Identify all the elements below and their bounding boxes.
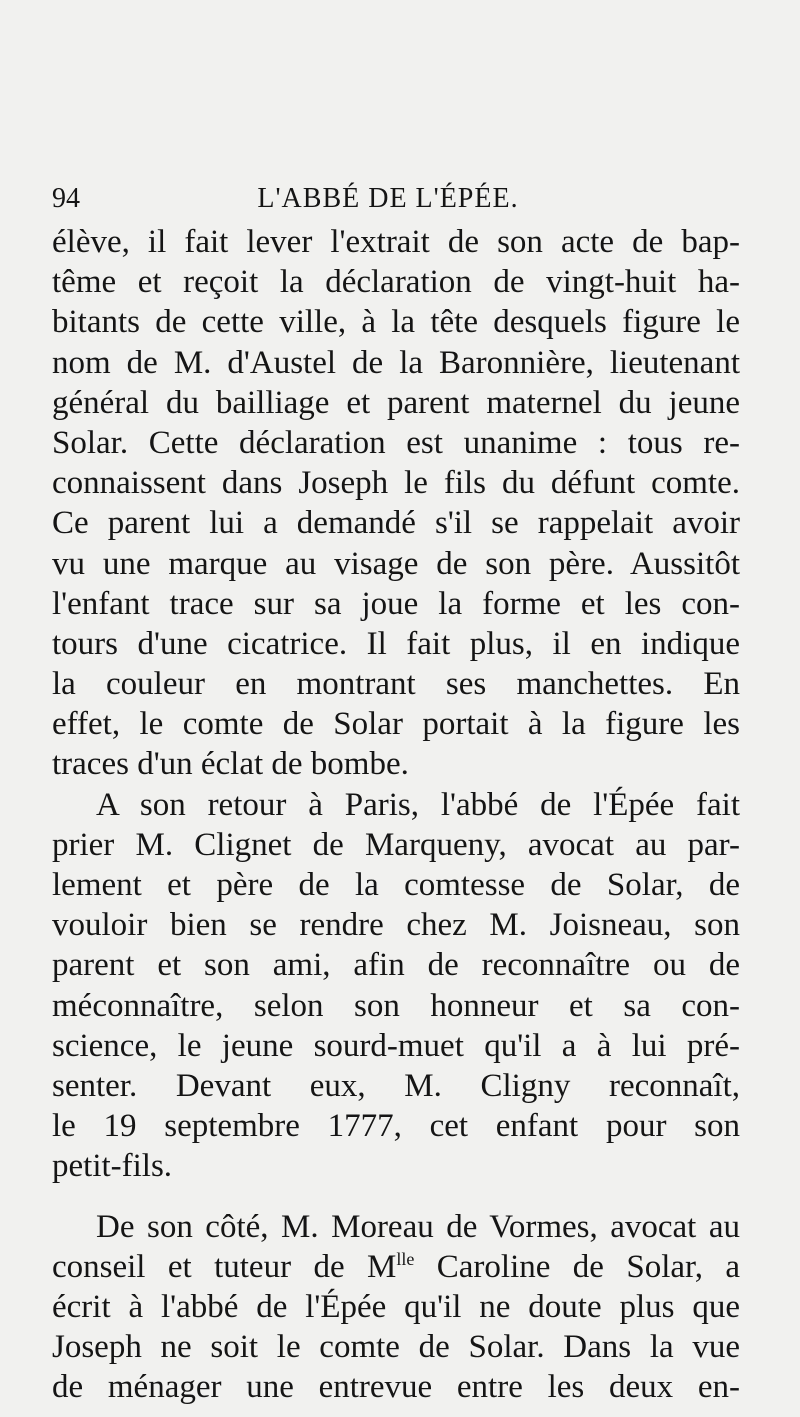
text-line: élève, il fait lever l'extrait de son acte de bap- — [52, 224, 740, 260]
text-line: vouloir bien se rendre chez M. Joisneau, son — [52, 907, 740, 944]
text-line: tours d'une cicatrice. Il fait plus, il en indique — [52, 625, 740, 662]
text-line: Solar. Cette déclaration est unanime : tous re- — [52, 424, 740, 461]
text-line: parent et son ami, afin de reconnaître ou de — [52, 947, 740, 984]
superscript-abbreviation: lle — [396, 1248, 415, 1269]
page-header — [52, 183, 724, 223]
body-text — [52, 222, 740, 1407]
page-number: 94 — [52, 183, 80, 214]
text-line: de ménager une entrevue entre les deux en- — [52, 1369, 740, 1406]
text-line: De son côté, M. Moreau de Vormes, avocat au — [96, 1208, 740, 1245]
text-line: A son retour à Paris, l'abbé de l'Épée fait — [96, 786, 740, 823]
text-line: méconnaître, selon son honneur et sa con- — [52, 987, 740, 1024]
text-line: petit-fils. — [52, 1148, 173, 1185]
text-line: conseil et tuteur de $M^{lle}$ Caroline de Solar, a — [52, 1248, 740, 1285]
text-line: l'enfant trace sur sa joue la forme et les con- — [52, 585, 740, 622]
text-line: bitants de cette ville, à la tête desquels figure le — [52, 304, 740, 341]
text-line: senter. Devant eux, M. Cligny reconnaît, — [52, 1067, 740, 1104]
text-line: vu une marque au visage de son père. Aussitôt — [52, 545, 740, 582]
text-line: effet, le comte de Solar portait à la figure les — [52, 706, 740, 743]
text-line: lement et père de la comtesse de Solar, de — [52, 867, 740, 903]
text-line: écrit à l'abbé de l'Épée qu'il ne doute plus que — [52, 1288, 740, 1325]
text-line: traces d'un éclat de bombe. — [52, 746, 409, 783]
text-line: connaissent dans Joseph le fils du défunt comte. — [52, 465, 740, 502]
text-line: Joseph ne soit le comte de Solar. Dans la vue — [52, 1329, 740, 1366]
text-line: science, le jeune sourd-muet qu'il a à lui pré- — [52, 1027, 740, 1064]
paragraph-gap — [52, 1187, 740, 1207]
text-line: nom de M. d'Austel de la Baronnière, lieutenant — [52, 344, 740, 381]
text-line: le 19 septembre 1777, cet enfant pour son — [52, 1108, 740, 1145]
running-title: L'ABBÉ DE L'ÉPÉE. — [257, 183, 519, 214]
text-line: la couleur en montrant ses manchettes. En — [52, 666, 740, 703]
text-line: tême et reçoit la déclaration de vingt-huit ha- — [52, 264, 740, 301]
text-line: prier M. Clignet de Marqueny, avocat au par- — [52, 826, 740, 863]
text-line: général du bailliage et parent maternel du jeune — [52, 384, 740, 421]
text-line: Ce parent lui a demandé s'il se rappelait avoir — [52, 505, 740, 542]
